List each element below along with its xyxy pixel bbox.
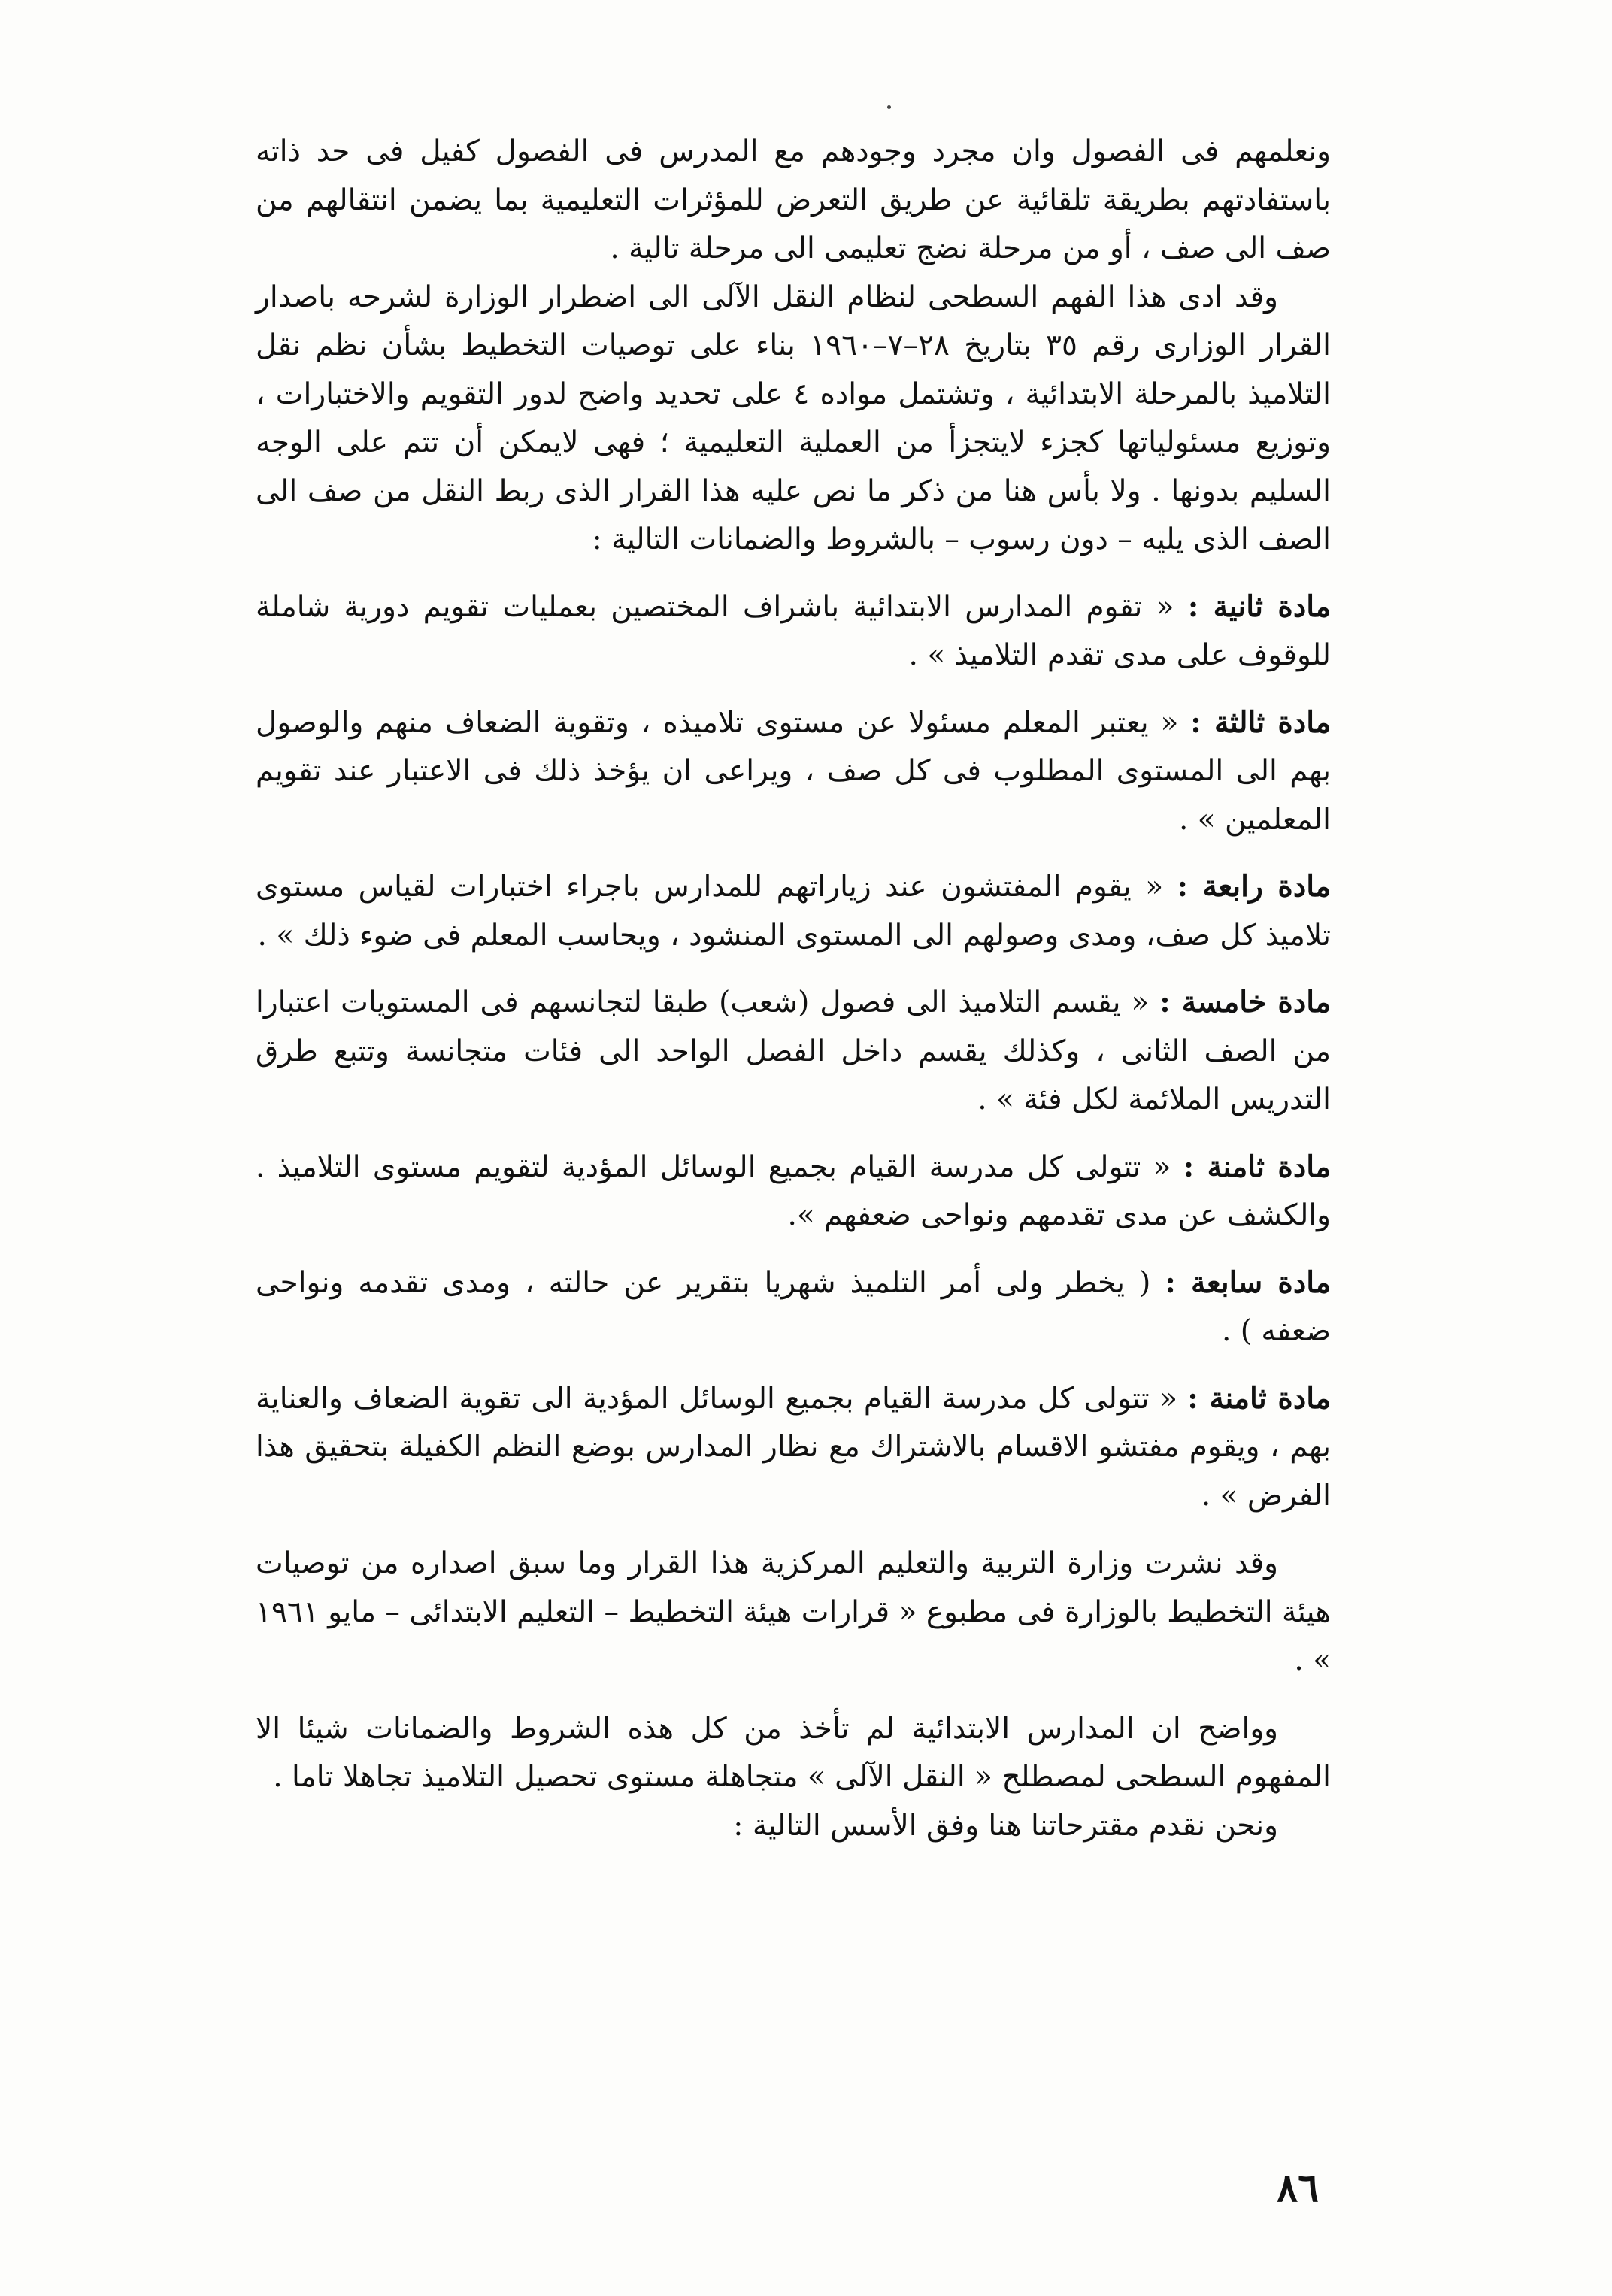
article-6	[256, 1143, 1331, 1240]
speck-mark	[887, 105, 891, 109]
body-text	[256, 128, 1331, 1850]
article-5	[256, 978, 1331, 1125]
article-text: « يعتبر المعلم مسئولا عن مستوى تلاميذه ، وتقوية الضعاف منهم والوصول بهم الى المستوى المطلوب فى كل صف ، ويراعى ان يؤخذ ذلك فى الاعتبار عند تقويم المعلمين » .	[256, 705, 1331, 837]
article-label: مادة ثامنة :	[1187, 1380, 1331, 1416]
article-text: « يقسم التلاميذ الى فصول (شعب) طبقا لتجانسهم فى المستويات اعتبارا من الصف الثانى ، وكذلك يقسم داخل الفصل الواحد الى فئات متجانسة وتتبع طرق التدريس الملائمة لكل فئة » .	[256, 986, 1331, 1116]
article-8	[256, 1374, 1331, 1521]
article-2	[256, 583, 1331, 680]
article-3	[256, 698, 1331, 845]
page-number: ٨٦	[1277, 2165, 1319, 2211]
paragraph-continuation: ونعلمهم فى الفصول وان مجرد وجودهم مع المدرس فى الفصول كفيل فى حد ذاته باستفادتهم بطريقة تلقائية عن طريق التعرض للمؤثرات التعليمية بما يضمن انتقالهم من صف الى صف ، أو من مرحلة نضج تعليمى الى مرحلة تالية .	[256, 135, 1331, 265]
article-text: « يقوم المفتشون عند زياراتهم للمدارس باجراء اختبارات لقياس مستوى تلاميذ كل صف، ومدى وصولهم الى المستوى المنشود ، ويحاسب المعلم فى ضوء ذلك » .	[256, 870, 1331, 953]
article-label: مادة ثامنة :	[1183, 1149, 1331, 1184]
article-label: مادة خامسة :	[1159, 985, 1331, 1019]
article-text: ( يخطر ولى أمر التلميذ شهريا بتقرير عن حالته ، ومدى تقدمه ونواحى ضعفه ) .	[256, 1265, 1331, 1348]
article-text: « تتولى كل مدرسة القيام بجميع الوسائل المؤدية الى تقوية الضعاف والعناية بهم ، ويقوم مفتشو الاقسام بالاشتراك مع نظار المدارس بوضع النظم الكفيلة بتحقيق هذا الفرض » .	[256, 1381, 1331, 1513]
article-7	[256, 1259, 1331, 1356]
paragraph-observation: وواضح ان المدارس الابتدائية لم تأخذ من كل هذه الشروط والضمانات شيئا الا المفهوم السطحى لمصطلح « النقل الآلى » متجاهلة مستوى تحصيل التلاميذ تجاهلا تاما .	[256, 1711, 1331, 1794]
paragraph-decree-intro: وقد ادى هذا الفهم السطحى لنظام النقل الآلى الى اضطرار الوزارة لشرحه باصدار القرار الوزارى رقم ٣٥ بتاريخ ٢٨–٧–١٩٦٠ بناء على توصيات التخطيط بشأن نظم نقل التلاميذ بالمرحلة الابتدائية ، وتشتمل مواده ٤ على تحديد واضح لدور التقويم والاختبارات ، وتوزيع مسئولياتها كجزء لايتجزأ من العملية التعليمية ؛ فهى لايمكن أن تتم على الوجه السليم بدونها . ولا بأس هنا من ذكر ما نص عليه هذا القرار الذى ربط النقل من صف الى الصف الذى يليه – دون رسوب – بالشروط والضمانات التالية :	[256, 280, 1332, 556]
article-text: « تقوم المدارس الابتدائية باشراف المختصين بعمليات تقويم دورية شاملة للوقوف على مدى تقدم التلاميذ » .	[256, 589, 1331, 672]
article-label: مادة رابعة :	[1177, 869, 1331, 904]
article-label: مادة ثالثة :	[1190, 704, 1331, 740]
paragraph-publication: وقد نشرت وزارة التربية والتعليم المركزية هذا القرار وما سبق اصداره من توصيات هيئة التخطيط بالوزارة فى مطبوع « قرارات هيئة التخطيط – التعليم الابتدائى – مايو ١٩٦١ » .	[256, 1546, 1331, 1677]
article-label: مادة ثانية :	[1187, 589, 1331, 624]
article-4	[256, 862, 1331, 960]
article-text: « تتولى كل مدرسة القيام بجميع الوسائل المؤدية لتقويم مستوى التلاميذ . والكشف عن مدى تقدمهم ونواحى ضعفهم ».	[256, 1150, 1331, 1232]
article-label: مادة سابعة :	[1165, 1265, 1332, 1300]
paragraph-proposals: ونحن نقدم مقترحاتنا هنا وفق الأسس التالية :	[733, 1808, 1278, 1843]
